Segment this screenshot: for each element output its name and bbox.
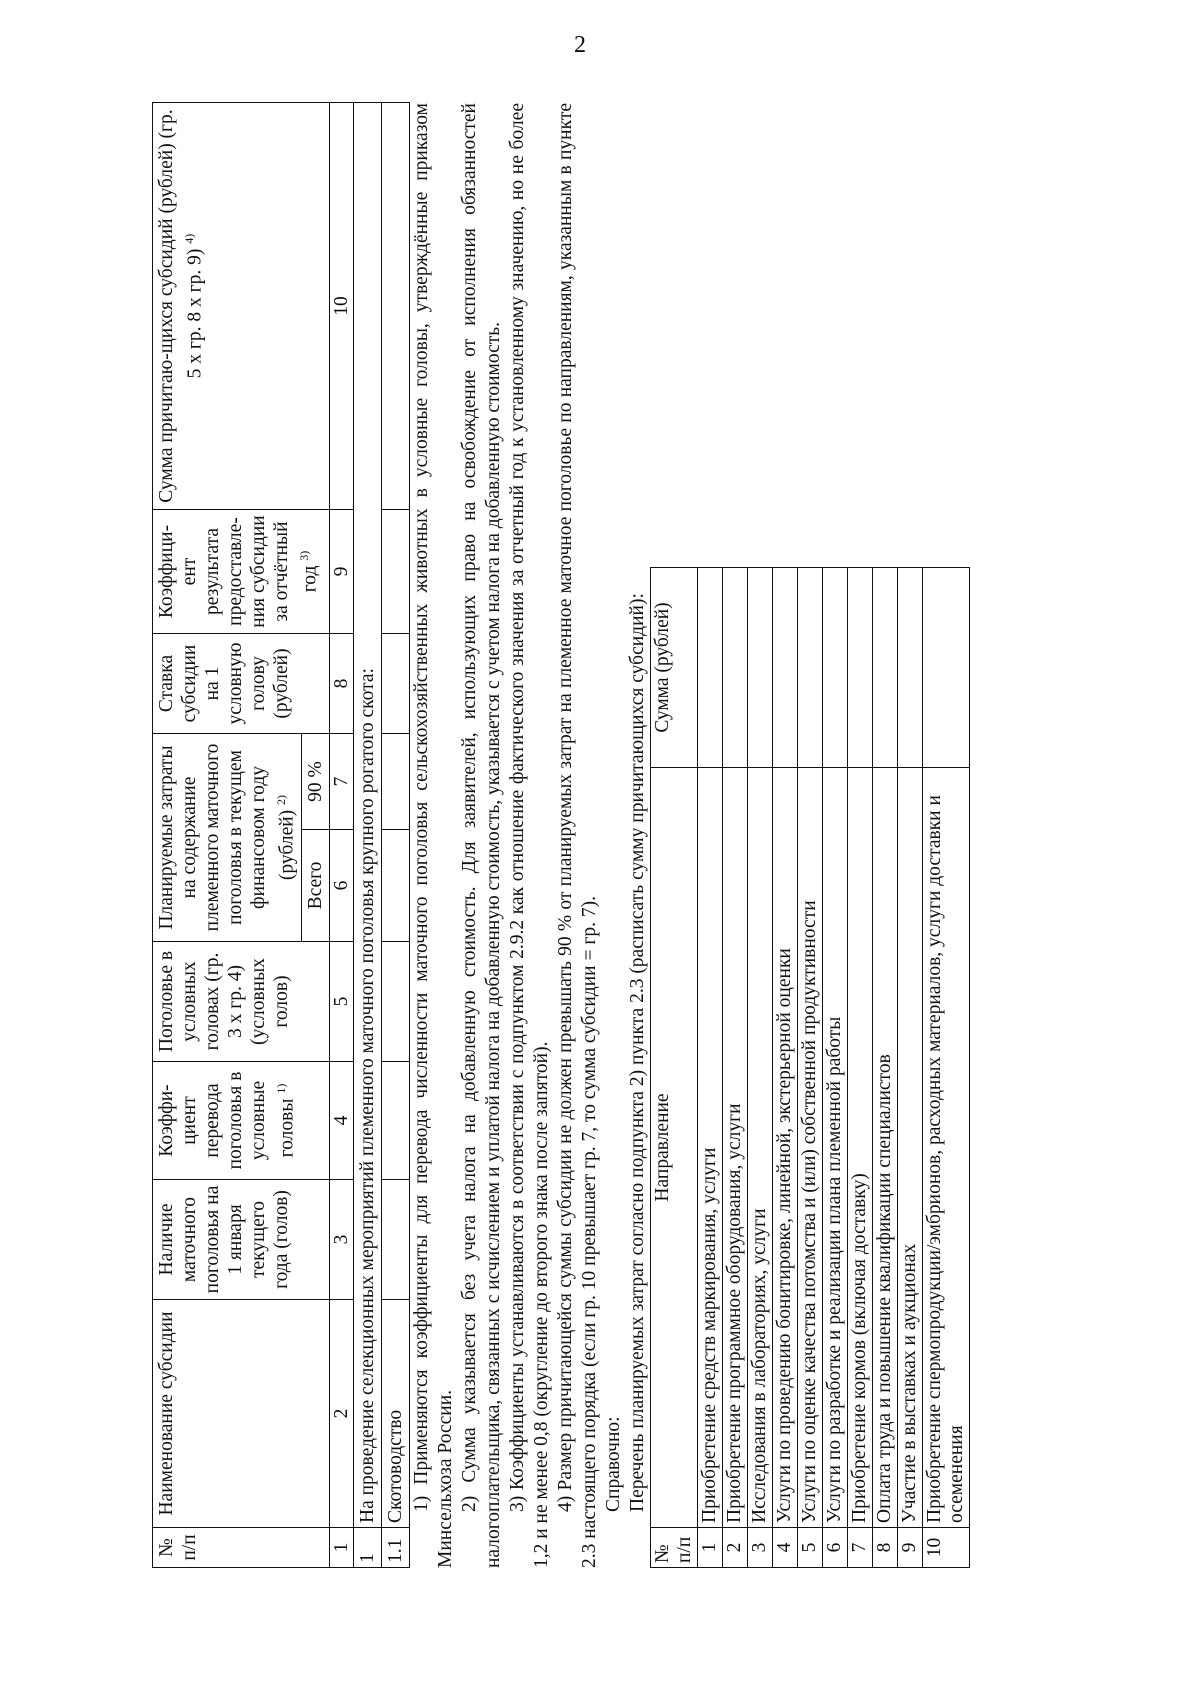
footnote-3: 3) Коэффициенты устанавливаются в соответствии с подпунктом 2.9.2 как отношение фактического значения за отчетный год к установленному значению, но не более 1,2 и не менее 0,8 (округление до второго знака после запятой).: [506, 103, 552, 1568]
cost-row-direction: Услуги по проведению бонитировке, линейной, экстерьерной оценки: [772, 768, 797, 1528]
cost-row-num: 1: [697, 1528, 722, 1568]
cost-row-direction: Приобретение средств маркирования, услуги: [697, 768, 722, 1528]
col-number: 6: [329, 830, 353, 942]
cost-row-sum: [772, 568, 797, 768]
header-90-percent: 90 %: [301, 734, 329, 830]
cost-row-num: 9: [897, 1528, 922, 1568]
cost-row-num: 3: [747, 1528, 772, 1568]
footnotes: [410, 103, 650, 1568]
header-subsidy-name: Наименование субсидии: [153, 1300, 330, 1528]
cost-header-num: № п/п: [650, 1528, 697, 1568]
section-title: На проведение селекционных мероприятий племенного маточного поголовья крупного рогатого скота:: [353, 103, 381, 1528]
header-num: № п/п: [153, 1528, 330, 1568]
table-row: [897, 568, 922, 1568]
cost-row-direction: Приобретение программное оборудования, услуги: [722, 768, 747, 1528]
page-number: 2: [574, 32, 586, 58]
cost-row-direction: Оплата труда и повышение квалификации специалистов: [872, 768, 897, 1528]
cost-row-direction: Участие в выставках и аукционах: [897, 768, 922, 1528]
cost-row-direction: Исследования в лабораториях, услуги: [747, 768, 772, 1528]
row-num: 1: [353, 1528, 381, 1568]
footnote-1: 1) Применяются коэффициенты для перевода численности маточного поголовья сельскохозяйственных животных в условные головы, утверждённые приказом Минсельхоза России.: [410, 103, 456, 1568]
cost-row-sum: [872, 568, 897, 768]
header-conditional-heads: Поголовье в условных головах (гр. 3 х гр. 4) (условных голов): [153, 942, 330, 1062]
col-number: 2: [329, 1300, 353, 1528]
table-row: [797, 568, 822, 1568]
cost-row-num: 8: [872, 1528, 897, 1568]
col-number: 4: [329, 1062, 353, 1180]
col-number: 9: [329, 510, 353, 634]
cost-row-sum: [722, 568, 747, 768]
footnote-2: 2) Сумма указывается без учета налога на добавленную стоимость. Для заявителей, использующих право на освобождение от исполнения обязанностей налогоплательщика, связанных с исчислением и уплатой налога на добавленную стоимость, указывается с учетом налога на добавленную стоимость.: [458, 103, 504, 1568]
row-num: 1.1: [381, 1528, 409, 1568]
header-result-coef: Коэффици-ент результата предоставле-ния субсидии за отчётный год $^{3)}$: [153, 510, 330, 634]
cost-row-num: 7: [847, 1528, 872, 1568]
table-cell: [381, 942, 409, 1062]
cost-row-direction: Приобретение кормов (включая доставку): [847, 768, 872, 1528]
table-row: [847, 568, 872, 1568]
cost-list-intro: Перечень планируемых затрат согласно подпункта 2) пункта 2.3 (расписать сумму причитающихся субсидий):: [626, 593, 648, 1512]
col-number: 8: [329, 634, 353, 734]
cost-row-num: 4: [772, 1528, 797, 1568]
table-cell: [381, 830, 409, 942]
cost-row-sum: [747, 568, 772, 768]
cost-row-sum: [797, 568, 822, 768]
header-total: Всего: [301, 830, 329, 942]
table-row: [747, 568, 772, 1568]
header-conversion-coef: Коэффи-циент перевода поголовья в условные головы $^{1)}$: [153, 1062, 330, 1180]
footnote-4: 4) Размер причитающейся суммы субсидии не должен превышать 90 % от планируемых затрат на племенное маточное поголовье по направлениям, указанным в пункте 2.3 настоящего порядка (если гр. 10 превышает гр. 7, то сумма субсидии = гр. 7).: [554, 103, 600, 1568]
row-name: Скотоводство: [381, 1300, 409, 1528]
cost-row-num: 6: [822, 1528, 847, 1568]
cost-row-direction: Услуги по оценке качества потомства и (или) собственной продуктивности: [797, 768, 822, 1528]
cost-row-num: 5: [797, 1528, 822, 1568]
col-number: 7: [329, 734, 353, 830]
cost-row-sum: [897, 568, 922, 768]
table-row: [922, 568, 969, 1568]
cost-row-sum: [822, 568, 847, 768]
table-row: [872, 568, 897, 1568]
cost-row-sum: [847, 568, 872, 768]
table-row: [722, 568, 747, 1568]
cost-row-sum: [697, 568, 722, 768]
col-number: 3: [329, 1180, 353, 1300]
cost-row-num: 2: [722, 1528, 747, 1568]
table-cell: [381, 1180, 409, 1300]
col-number: 5: [329, 942, 353, 1062]
table-cell: [381, 1062, 409, 1180]
cost-header-direction: Направление: [650, 768, 697, 1528]
table-cell: [381, 510, 409, 634]
table-cell: [381, 634, 409, 734]
cost-header-sum: Сумма (рублей): [650, 568, 697, 768]
cost-row-num: 10: [922, 1528, 969, 1568]
header-subsidy-rate: Ставка субсидии на 1 условную голову (рублей): [153, 634, 330, 734]
header-subsidy-sum: Сумма причитаю-щихся субсидий (рублей) (гр. 5 х гр. 8 х гр. 9) $^{4)}$: [153, 103, 330, 510]
table-row: [772, 568, 797, 1568]
table-cell: [381, 734, 409, 830]
rotated-content: [152, 103, 967, 1568]
table-row: [822, 568, 847, 1568]
header-planned-costs: Планируемые затраты на содержание племенного маточного поголовья в текущем финансовом году (рублей) $^{2)}$: [153, 734, 302, 942]
table-row: [697, 568, 722, 1568]
header-livestock-count: Наличие маточного поголовья на 1 января текущего года (голов): [153, 1180, 330, 1300]
col-number: 10: [329, 103, 353, 510]
cost-row-sum: [922, 568, 969, 768]
planned-costs-table: [650, 567, 970, 1568]
subsidy-calculation-table: [152, 102, 410, 1568]
cost-row-direction: Приобретение спермопродукции/эмбрионов, расходных материалов, услуги доставки и осеменения: [922, 768, 969, 1528]
table-cell: [381, 103, 409, 510]
col-number: 1: [329, 1528, 353, 1568]
reference-label: Справочно:: [602, 1416, 624, 1512]
cost-row-direction: Услуги по разработке и реализации плана племенной работы: [822, 768, 847, 1528]
